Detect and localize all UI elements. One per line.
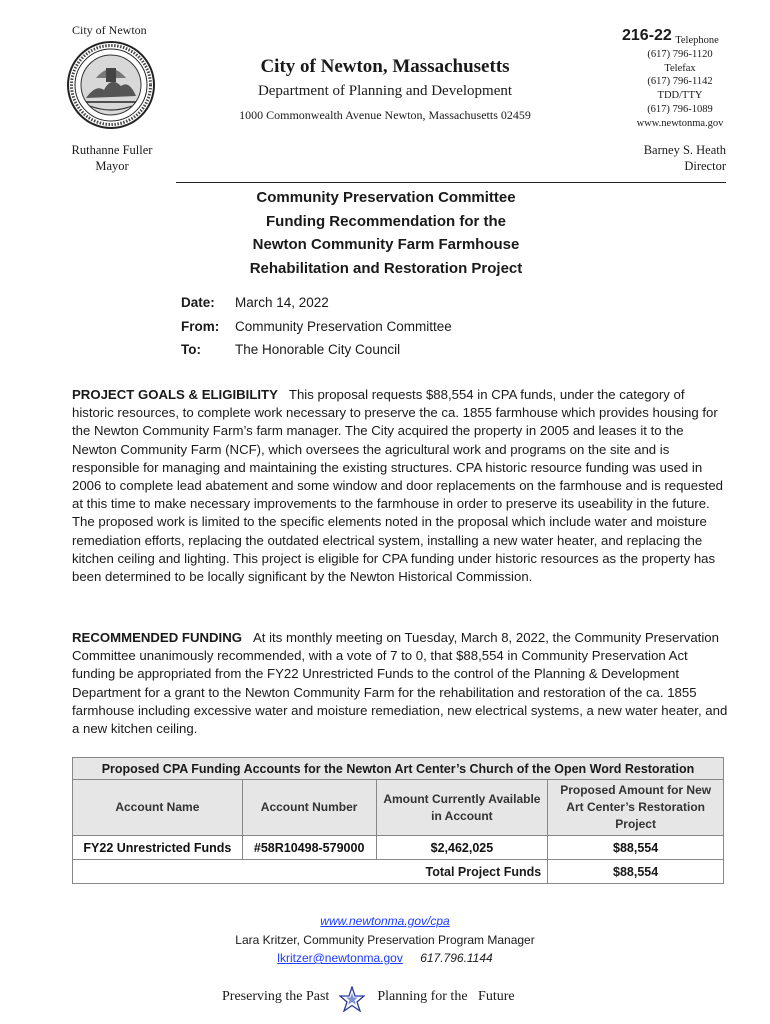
slogan-left: Preserving the Past bbox=[222, 989, 330, 1004]
director-block bbox=[600, 142, 726, 174]
city-seal-icon bbox=[66, 40, 156, 130]
section-text: At its monthly meeting on Tuesday, March 8, 2022, the Community Preservation Committee unanimously recommended, with a vote of 7 to 0, that $88,554 in Community Preservation Act funding be appropriated from the FY22 Unrestricted Funds to the control of the Planning & Development Department for a grant to the Newton Community Farm for the rehabilitation and restoration of the ca. 1855 farmhouse including excessive water and moisture remediation, new electrical systems, a new water heater, and a new kitchen ceiling. bbox=[72, 630, 728, 737]
table-cell: $2,462,025 bbox=[376, 836, 548, 860]
telephone-number: (617) 796-1120 bbox=[647, 48, 713, 60]
tdd-number: (617) 796-1089 bbox=[647, 103, 713, 115]
funding-table bbox=[72, 757, 724, 884]
meta-label: Date: bbox=[181, 295, 215, 310]
footer-email-link[interactable]: lkritzer@newtonma.gov bbox=[277, 951, 403, 965]
department-name: Department of Planning and Development bbox=[257, 83, 513, 99]
meta-value: Community Preservation Committee bbox=[235, 318, 452, 334]
section-text: This proposal requests $88,554 in CPA funds, under the category of historic resources, to complete work necessary to preserve the ca. 1855 farmhouse which provides housing for the Newton Community Farm’s farm manager. The City acquired the property in 2005 and leases it to the Newton Community Farm (NCF), which oversees the agricultural work and programs on the site and is responsible for managing and maintaining the existing structures. CPA historic resource funding was used in 2006 to complete lead abatement and some window and door replacements on the farmhouse and is requested at this time to make necessary improvements to the farmhouse in order to preserve its useability in the future. The proposed work is limited to the specific elements noted in the proposal which include water and moisture remediation efforts, replacing the outdated electrical system, installing a new water heater, and replacing the kitchen ceiling and lighting. This project is eligible for CPA funding under historic resources as the property has been determined to be locally significant by the Newton Historical Commission. bbox=[72, 387, 723, 585]
total-value: $88,554 bbox=[548, 860, 724, 884]
footer-contact bbox=[150, 951, 620, 965]
column-header: Account Number bbox=[242, 780, 376, 836]
tdd-label: TDD/TTY bbox=[657, 90, 703, 102]
meta-from bbox=[181, 315, 452, 339]
telefax-number: (617) 796-1142 bbox=[647, 76, 713, 88]
mayor-block bbox=[52, 142, 172, 174]
project-goals-paragraph bbox=[72, 386, 728, 586]
recommended-funding-paragraph bbox=[72, 629, 728, 738]
mayor-title: Mayor bbox=[95, 159, 129, 173]
star-icon bbox=[339, 986, 365, 1012]
telephone-label: Telephone bbox=[675, 35, 719, 46]
title-line: Funding Recommendation for the bbox=[266, 212, 506, 230]
department-address: 1000 Commonwealth Avenue Newton, Massachusetts 02459 bbox=[239, 108, 531, 122]
memo-meta bbox=[181, 291, 452, 362]
meta-label: From: bbox=[181, 318, 220, 334]
document-title bbox=[150, 186, 622, 280]
contact-block bbox=[620, 34, 740, 131]
header-divider bbox=[176, 182, 726, 183]
table-header-row bbox=[73, 780, 724, 836]
table-cell: $88,554 bbox=[548, 836, 724, 860]
column-header: Account Name bbox=[73, 780, 243, 836]
director-title: Director bbox=[684, 159, 726, 173]
meta-value: March 14, 2022 bbox=[235, 295, 329, 310]
table-caption: Proposed CPA Funding Accounts for the Newton Art Center’s Church of the Open Word Restoration bbox=[73, 758, 724, 780]
website-link[interactable]: www.newtonma.gov bbox=[636, 117, 724, 129]
title-line: Rehabilitation and Restoration Project bbox=[249, 259, 523, 277]
column-header: Amount Currently Available in Account bbox=[376, 780, 548, 836]
section-heading: PROJECT GOALS & ELIGIBILITY bbox=[72, 387, 278, 402]
footer-phone: 617.796.1144 bbox=[420, 951, 493, 965]
title-line: Newton Community Farm Farmhouse bbox=[252, 236, 520, 253]
meta-date bbox=[181, 291, 452, 315]
mayor-name: Ruthanne Fuller bbox=[71, 143, 153, 157]
title-line: Community Preservation Committee bbox=[256, 189, 516, 206]
slogan bbox=[222, 986, 515, 1008]
meta-to bbox=[181, 338, 452, 362]
footer-manager: Lara Kritzer, Community Preservation Program Manager bbox=[235, 933, 535, 947]
table-cell: FY22 Unrestricted Funds bbox=[73, 836, 243, 860]
column-header: Proposed Amount for New Art Center’s Restoration Project bbox=[548, 780, 724, 836]
city-label: City of Newton bbox=[72, 23, 147, 37]
meta-label: To: bbox=[181, 342, 201, 357]
section-heading: RECOMMENDED FUNDING bbox=[72, 630, 242, 645]
meta-value: The Honorable City Council bbox=[235, 342, 401, 357]
telefax-label: Telefax bbox=[664, 62, 696, 74]
table-caption-row bbox=[73, 758, 724, 780]
total-label: Total Project Funds bbox=[376, 860, 548, 884]
table-cell-empty bbox=[73, 860, 377, 884]
table-row bbox=[73, 836, 724, 860]
city-title: City of Newton, Massachusetts bbox=[260, 56, 510, 77]
document-number: 216-22 bbox=[622, 27, 672, 44]
table-cell: #58R10498-579000 bbox=[242, 836, 376, 860]
director-name: Barney S. Heath bbox=[643, 143, 726, 157]
slogan-right: Planning for the Future bbox=[377, 989, 515, 1004]
table-total-row bbox=[73, 860, 724, 884]
footer-url-link[interactable]: www.newtonma.gov/cpa bbox=[320, 914, 450, 928]
